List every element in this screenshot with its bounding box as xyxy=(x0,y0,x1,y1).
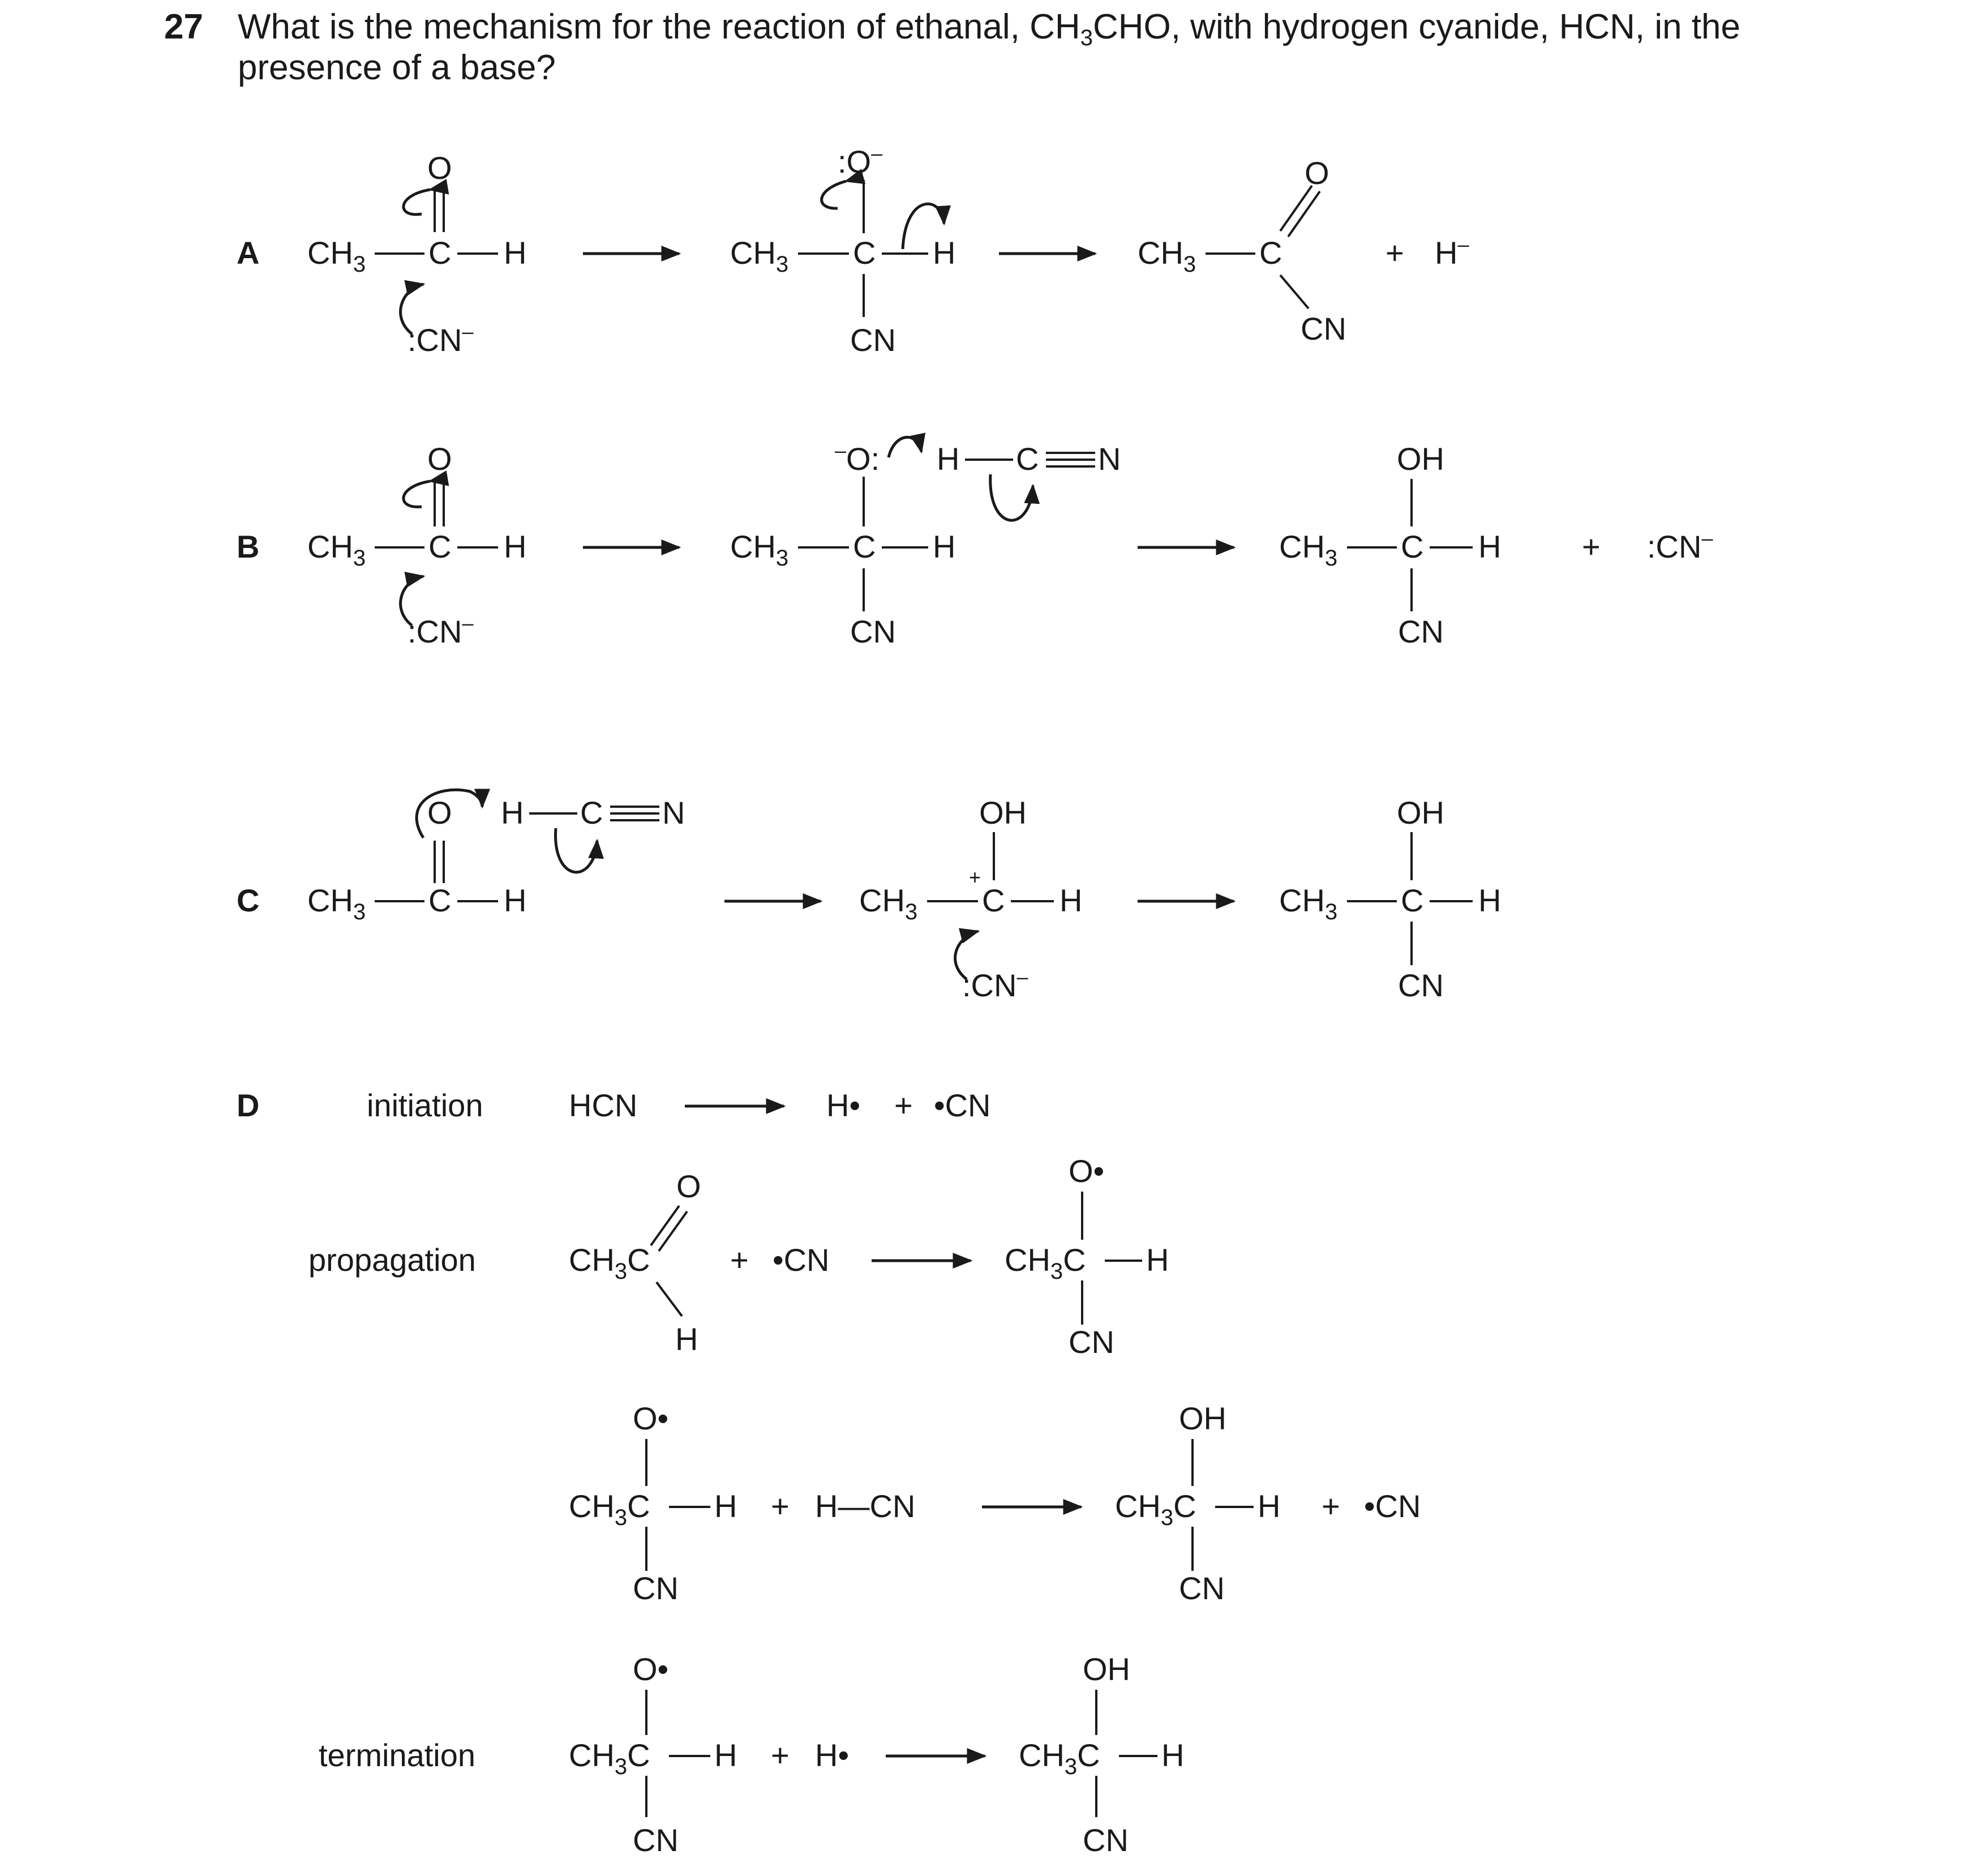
alkoxy-radical: O• xyxy=(633,1651,669,1687)
ch3-group: $CH_3$ xyxy=(1279,883,1338,924)
option-a xyxy=(237,142,1469,358)
hydrogen-cyanide xyxy=(937,441,1121,477)
ch3-group: $CH_3$ xyxy=(307,235,366,277)
hydride-ion: H– xyxy=(1435,233,1469,271)
nitrile-group: CN xyxy=(850,614,896,649)
ch3-group: $CH_3$ xyxy=(307,883,366,924)
stage-label-propagation: propagation xyxy=(308,1242,476,1278)
stage-label-initiation: initiation xyxy=(367,1087,483,1123)
carbon-atom: C xyxy=(853,235,876,271)
alkoxy-radical: O• xyxy=(1069,1153,1105,1189)
option-a-ethanal xyxy=(307,150,526,358)
oxygen-atom: O xyxy=(427,795,452,830)
bond-single xyxy=(1280,275,1309,309)
plus-sign: + xyxy=(1582,529,1601,564)
hydrogen-atom: H xyxy=(714,1737,737,1773)
option-d-termination xyxy=(319,1651,1184,1858)
option-d-initiation xyxy=(367,1087,991,1123)
nitrile-group: CN xyxy=(1179,1570,1225,1606)
nitrile-group: CN xyxy=(1069,1324,1114,1360)
option-a-product xyxy=(1138,155,1469,346)
hydrogen-atom: H xyxy=(1258,1488,1281,1524)
nitrile-group: CN xyxy=(1083,1822,1129,1858)
carbon-atom: C xyxy=(853,529,876,564)
hydrogen-atom: H xyxy=(937,441,960,477)
oxygen-atom: O xyxy=(427,441,452,477)
plus-sign: + xyxy=(1386,235,1404,271)
carbon-atom: C xyxy=(428,529,452,564)
hydroxyl-group: OH xyxy=(1083,1651,1130,1687)
ch3-group: $CH_3$ xyxy=(1138,235,1196,277)
stage-label-termination: termination xyxy=(319,1737,476,1773)
hydrogen-atom: H xyxy=(504,529,527,564)
hydroxyl-group: OH xyxy=(1397,795,1444,830)
ch3c-group: $CH_3C$ xyxy=(1005,1242,1086,1284)
alkoxy-radical: O• xyxy=(633,1400,669,1436)
curly-arrow xyxy=(404,190,430,215)
hydroxyl-group: OH xyxy=(1179,1400,1226,1436)
option-d-propagation-1 xyxy=(308,1153,1169,1360)
carbon-atom: C xyxy=(1259,235,1282,271)
hydrogen-atom: H xyxy=(1146,1242,1169,1278)
alkoxide-oxygen: :O– xyxy=(838,142,883,179)
carbon-atom: C xyxy=(580,795,603,830)
option-c-product xyxy=(1279,795,1501,1003)
option-a-intermediate xyxy=(730,142,955,358)
carbon-atom: C xyxy=(428,883,452,918)
carbon-atom: C xyxy=(1401,883,1424,918)
plus-sign: + xyxy=(730,1242,749,1278)
hydrogen-atom: H xyxy=(675,1321,698,1357)
hydroxyl-group: OH xyxy=(979,795,1027,830)
hydrogen-cyanide xyxy=(501,795,685,830)
hydrogen-atom: H xyxy=(1478,529,1502,564)
option-b xyxy=(237,437,1713,649)
nitrile-group: CN xyxy=(1398,614,1444,649)
carbocation-carbon: C xyxy=(982,883,1005,918)
question xyxy=(164,7,1740,87)
carbon-atom: C xyxy=(428,235,452,271)
option-d-propagation-2 xyxy=(569,1400,1421,1606)
hydroxyl-group: OH xyxy=(1397,441,1444,477)
hydrogen-atom: H xyxy=(714,1488,737,1524)
option-c-reactants xyxy=(307,790,685,924)
hydrogen-atom: H xyxy=(504,235,527,271)
option-c xyxy=(237,790,1501,1003)
ch3c-group: $CH_3C$ xyxy=(1019,1737,1100,1779)
carbon-atom: C xyxy=(1016,441,1039,477)
option-d xyxy=(237,1087,1421,1858)
plus-sign: + xyxy=(1322,1488,1340,1524)
oxygen-atom: O xyxy=(1305,155,1329,191)
plus-sign: + xyxy=(771,1737,790,1773)
hydrogen-atom: H xyxy=(933,235,956,271)
plus-sign: + xyxy=(771,1488,790,1524)
positive-charge: + xyxy=(969,866,981,889)
bond-single xyxy=(657,1282,682,1316)
plus-sign: + xyxy=(894,1087,913,1123)
curly-arrow xyxy=(822,181,846,208)
option-c-label: C xyxy=(237,883,260,918)
cyanide-ion: :CN– xyxy=(408,320,474,358)
alkoxide-oxygen: –O: xyxy=(835,439,880,477)
hydrogen-atom: H xyxy=(1161,1737,1185,1773)
ethanal: $CH_3C$ xyxy=(569,1242,650,1284)
curly-arrow xyxy=(556,828,597,872)
ch3-group: $CH_3$ xyxy=(859,883,918,924)
cyanide-radical: •CN xyxy=(934,1087,991,1123)
question-text-line-1: What is the mechanism for the reaction of ethanal, CH3CHO, with hydrogen cyanide, HCN, in the xyxy=(238,7,1741,50)
hydrogen-atom: H xyxy=(504,883,527,918)
nitrile-group: CN xyxy=(633,1822,679,1858)
cyanide-ion: :CN– xyxy=(1647,526,1713,564)
hydrogen-atom: H xyxy=(933,529,956,564)
ch3c-group: $CH_3C$ xyxy=(569,1488,650,1530)
nitrile-group: CN xyxy=(633,1570,679,1606)
option-b-product xyxy=(1279,441,1713,649)
hydrogen-atom: H xyxy=(1060,883,1083,918)
hydrogen-cyanide: H—CN xyxy=(815,1488,916,1524)
hcn-molecule: HCN xyxy=(569,1087,638,1123)
curly-arrow xyxy=(889,437,921,457)
ch3-group: $CH_3$ xyxy=(730,235,789,277)
option-c-intermediate xyxy=(859,795,1082,1003)
nitrile-group: CN xyxy=(1398,967,1444,1003)
option-d-label: D xyxy=(237,1087,260,1123)
ch3-group: $CH_3$ xyxy=(307,529,366,571)
question-number: 27 xyxy=(164,7,203,46)
bond-double xyxy=(659,1211,687,1251)
option-b-intermediate xyxy=(730,437,1121,649)
hydrogen-radical: H• xyxy=(826,1087,861,1123)
cyanide-radical: •CN xyxy=(773,1242,830,1278)
cyanide-ion: :CN– xyxy=(962,965,1028,1003)
curly-arrow xyxy=(404,481,430,507)
ch3c-group: $CH_3C$ xyxy=(1115,1488,1196,1530)
nitrogen-atom: N xyxy=(1098,441,1121,477)
bond-double xyxy=(651,1206,679,1245)
ch3-group: $CH_3$ xyxy=(730,529,789,571)
ch3c-group: $CH_3C$ xyxy=(569,1737,650,1779)
hydrogen-radical: H• xyxy=(815,1737,850,1773)
option-b-ethanal xyxy=(307,441,526,649)
nitrile-group: CN xyxy=(850,322,896,358)
ch3-group: $CH_3$ xyxy=(1279,529,1338,571)
question-text-line-2: presence of a base? xyxy=(238,48,556,87)
oxygen-atom: O xyxy=(676,1168,701,1204)
cyanide-ion: :CN– xyxy=(408,611,474,649)
hydrogen-atom: H xyxy=(501,795,524,830)
cyanide-radical: •CN xyxy=(1364,1488,1421,1524)
nitrogen-atom: N xyxy=(662,795,685,830)
hydrogen-atom: H xyxy=(1478,883,1502,918)
oxygen-atom: O xyxy=(427,150,452,186)
option-a-label: A xyxy=(237,235,260,271)
curly-arrow xyxy=(990,474,1033,520)
option-b-label: B xyxy=(237,529,260,564)
nitrile-group: CN xyxy=(1301,311,1346,346)
carbon-atom: C xyxy=(1401,529,1424,564)
